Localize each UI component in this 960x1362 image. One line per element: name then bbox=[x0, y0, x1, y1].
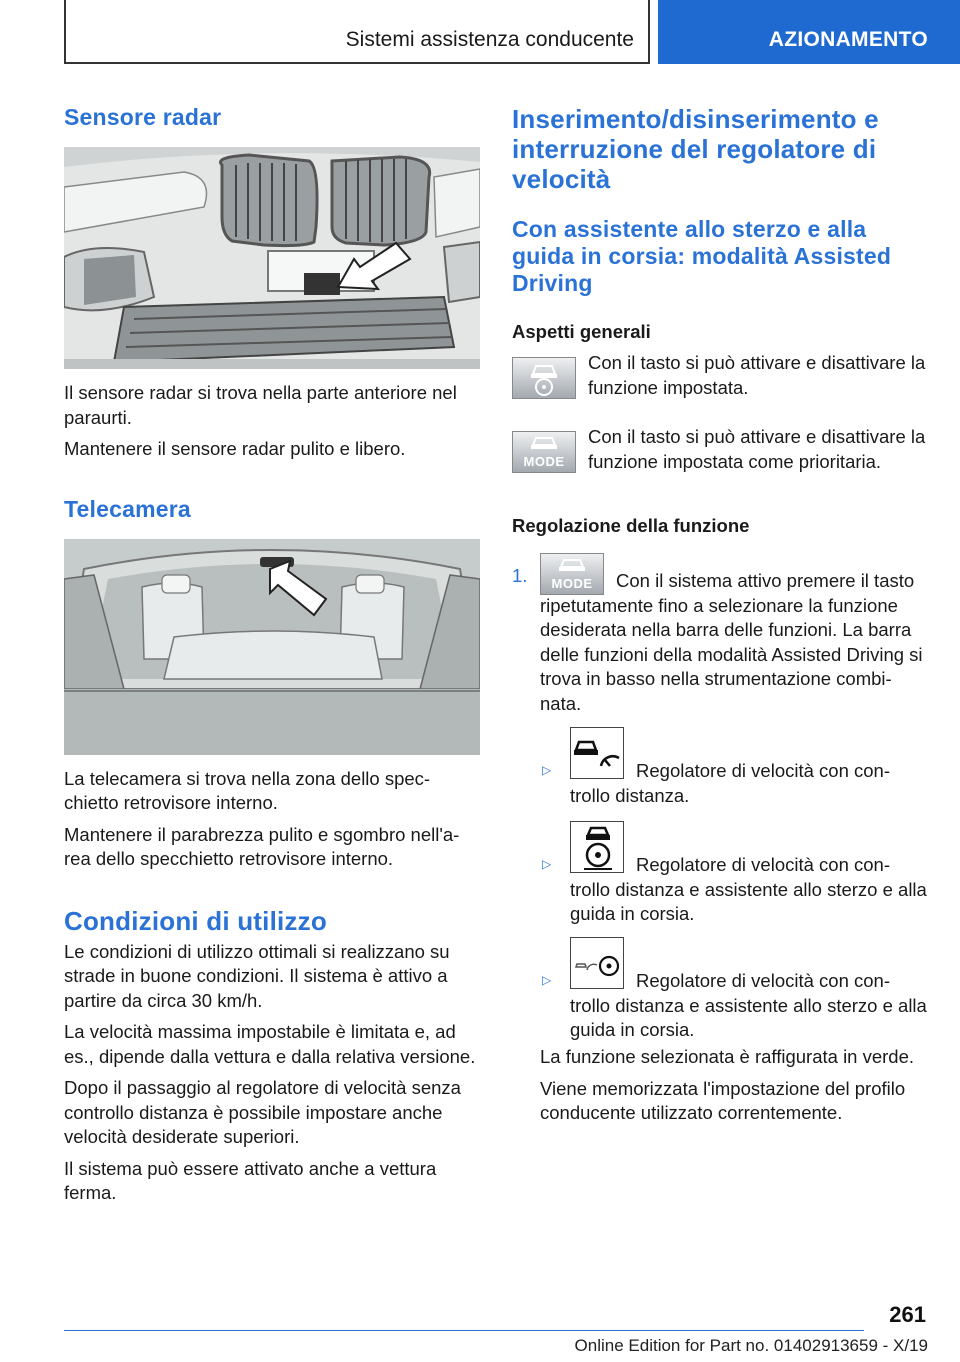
after-text-2: Viene memorizzata l'impostazione del profilo conducente utilizzato correntemente. bbox=[540, 1077, 906, 1123]
camera-text-1: La telecamera si trova nella zona dello spec-chietto retrovisore interno. bbox=[64, 767, 431, 813]
windscreen-camera-photo bbox=[64, 539, 480, 755]
adjust-heading: Regolazione della funzione bbox=[512, 515, 750, 536]
conditions-text-1: Le condizioni di utilizzo ottimali si realizzano su strade in buone condizioni. Il sistema è attivo a partire da circa 30 km/h. bbox=[64, 940, 450, 1011]
key2-row bbox=[512, 426, 932, 499]
option-3 bbox=[512, 937, 932, 1045]
radar-text-2: Mantenere il sensore radar pulito e libero. bbox=[64, 438, 406, 459]
step-1-text: Con il sistema attivo premere il tasto ripetutamente fino a selezionare la funzione desiderata nella barra delle funzioni. La barra delle funzioni della modalità Assisted Driving si trova in basso nella strumentazione combi-nata. bbox=[540, 570, 923, 714]
key2-text: Con il tasto si può attivare e disattivare la funzione impostata come prioritaria. bbox=[588, 426, 926, 472]
option-2 bbox=[512, 821, 932, 931]
bullet-marker: ▷ bbox=[542, 973, 552, 987]
right-column bbox=[512, 104, 932, 1126]
option-1 bbox=[512, 727, 932, 811]
camera-heading: Telecamera bbox=[64, 495, 191, 522]
mode-button-icon bbox=[512, 431, 576, 473]
option-1-text: Regolatore di velocità con con-trollo distanza. bbox=[570, 760, 891, 806]
header-section-title: Sistemi assistenza conducente bbox=[345, 28, 634, 51]
general-heading: Aspetti generali bbox=[512, 321, 651, 342]
header-chapter-tab bbox=[658, 0, 960, 64]
conditions-heading: Condizioni di utilizzo bbox=[64, 905, 327, 936]
camera-text-2: Mantenere il parabrezza pulito e sgombro nell'a-rea dello specchietto retrovisore interno. bbox=[64, 823, 460, 869]
header-chapter-title: AZIONAMENTO bbox=[768, 28, 928, 51]
conditions-text-3: Dopo il passaggio al regolatore di velocità senza controllo distanza è possibile impostare anche velocità desiderate superiori. bbox=[64, 1077, 461, 1147]
assist-steering-button-icon bbox=[512, 357, 576, 399]
after-text-1: La funzione selezionata è raffigurata in verde. bbox=[540, 1046, 915, 1067]
option-2-text: Regolatore di velocità con con-trollo distanza e assistente allo sterzo e alla guida in corsia. bbox=[570, 854, 927, 924]
header-section-box bbox=[64, 0, 650, 64]
sub-heading: Con assistente allo sterzo e alla guida in corsia: modalità Assisted Driving bbox=[512, 216, 892, 296]
page-number: 261 bbox=[889, 1302, 926, 1327]
main-heading: Inserimento/disinserimento e interruzione del regolatore di velocità bbox=[512, 104, 879, 194]
mode-label: MODE bbox=[523, 454, 565, 469]
step-number: 1. bbox=[512, 565, 528, 586]
radar-sensor-photo bbox=[64, 147, 480, 369]
key1-row bbox=[512, 352, 932, 425]
option-3-text: Regolatore di velocità con con-trollo distanza e assistente allo sterzo e alla guida in corsia. bbox=[570, 970, 927, 1040]
radar-text-1: Il sensore radar si trova nella parte anteriore nel paraurti. bbox=[64, 382, 457, 428]
step-1 bbox=[512, 553, 932, 713]
bullet-marker: ▷ bbox=[542, 763, 552, 777]
bullet-marker: ▷ bbox=[542, 857, 552, 871]
footer-edition: Online Edition for Part no. 01402913659 - X/19 bbox=[574, 1336, 928, 1355]
left-column bbox=[64, 100, 480, 1206]
windscreen-camera-illustration bbox=[64, 539, 480, 755]
key1-text: Con il tasto si può attivare e disattivare la funzione impostata. bbox=[588, 352, 926, 398]
radar-heading: Sensore radar bbox=[64, 104, 222, 130]
radar-sensor-illustration bbox=[64, 147, 480, 369]
conditions-text-4: Il sistema può essere attivato anche a vettura ferma. bbox=[64, 1157, 437, 1203]
conditions-text-2: La velocità massima impostabile è limitata e, ad es., dipende dalla vettura e dalla relativa versione. bbox=[64, 1021, 476, 1067]
mode-label-step: MODE bbox=[551, 576, 593, 591]
footer-divider bbox=[64, 1330, 864, 1331]
